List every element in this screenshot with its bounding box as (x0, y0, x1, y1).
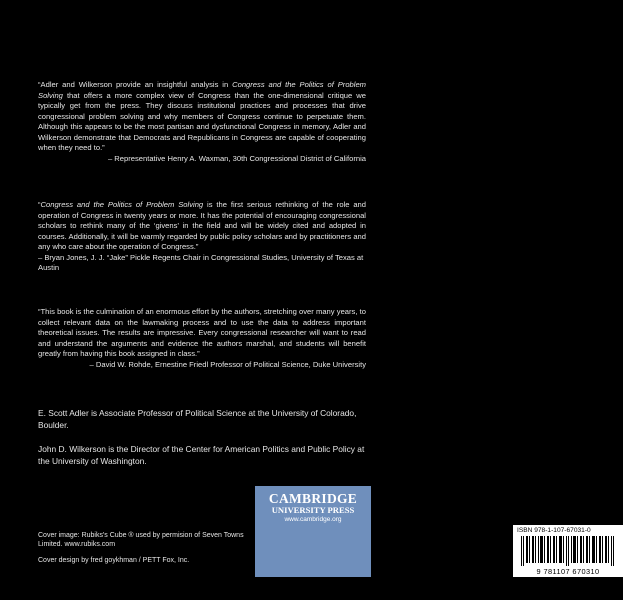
quote-text-pre: “ (38, 200, 41, 209)
author-bio-wilkerson: John D. Wilkerson is the Director of the Center for American Politics and Public Policy at the University of Washington. (38, 444, 365, 467)
cover-image-credit: Cover image: Rubiks's Cube ® used by permision of Seven Towns Limited. www.rubiks.com (38, 532, 244, 549)
publisher-website: www.cambridge.org (284, 516, 342, 523)
quote-rohde (38, 307, 366, 370)
publisher-block (255, 486, 600, 577)
barcode-icon (519, 536, 617, 566)
quote-attribution: – Representative Henry A. Waxman, 30th Congressional District of California (107, 153, 366, 163)
book-title-italic: Congress and the Politics of Problem Solving (38, 80, 367, 100)
quote-text-post: that offers a more complex view of Congress than the one-dimensional critique we typically get from the press. They discuss institutional practices and processes that drive congressional problem solving and why members of Congress continue to perpetuate them. Although this appears to be the most partisan and dysfunctional Congress in memory, Adler and Wilkerson demonstrate that Democrats and Republicans in Congress are capable of cooperating when they need to.” (38, 90, 366, 153)
quote-attribution: – Bryan Jones, J. J. “Jake” Pickle Regents Chair in Congressional Studies, University of Texas at Austin (38, 252, 364, 273)
quote-text-post: is the first serious rethinking of the role and operation of Congress in twenty years or more. It has the potential of encouraging congressional scholars to rethink many of the ‘givens’ in the field and will be widely cited and adopted in courses. Additionally, it will be warmly regarded by public policy scholars and by practitioners and any who care about the operation of Congress.” (38, 200, 367, 252)
publisher-name: CAMBRIDGE (268, 491, 358, 506)
barcode-digits: 9 781107 670310 (536, 567, 600, 576)
book-title-italic: Congress and the Politics of Problem Solving (40, 200, 204, 209)
author-bio-adler: E. Scott Adler is Associate Professor of Political Science at the University of Colorado, Boulder. (38, 408, 357, 431)
publisher-subname: UNIVERSITY PRESS (271, 505, 355, 515)
barcode-panel (513, 525, 623, 577)
cover-design-credit: Cover design by fred goykhman / PETT Fox, Inc. (38, 557, 190, 564)
quote-text: “This book is the culmination of an enormous effort by the authors, stretching over many years, to collect relevant data on the lawmaking process and to use the data to address important theoretical issues. The results are impressive. Every congressional researcher will want to read and understand the arguments and evidence the authors marshal, and students will benefit greatly from having this book assigned in class.” (38, 307, 366, 359)
quote-jones (38, 200, 366, 274)
quote-waxman (38, 80, 366, 164)
isbn-label: ISBN 978-1-107-67031-0 (517, 527, 591, 534)
quote-text-pre: “Adler and Wilkerson provide an insightful analysis in (38, 80, 233, 89)
quote-attribution: – David W. Rohde, Ernestine Friedl Professor of Political Science, Duke University (89, 359, 366, 369)
